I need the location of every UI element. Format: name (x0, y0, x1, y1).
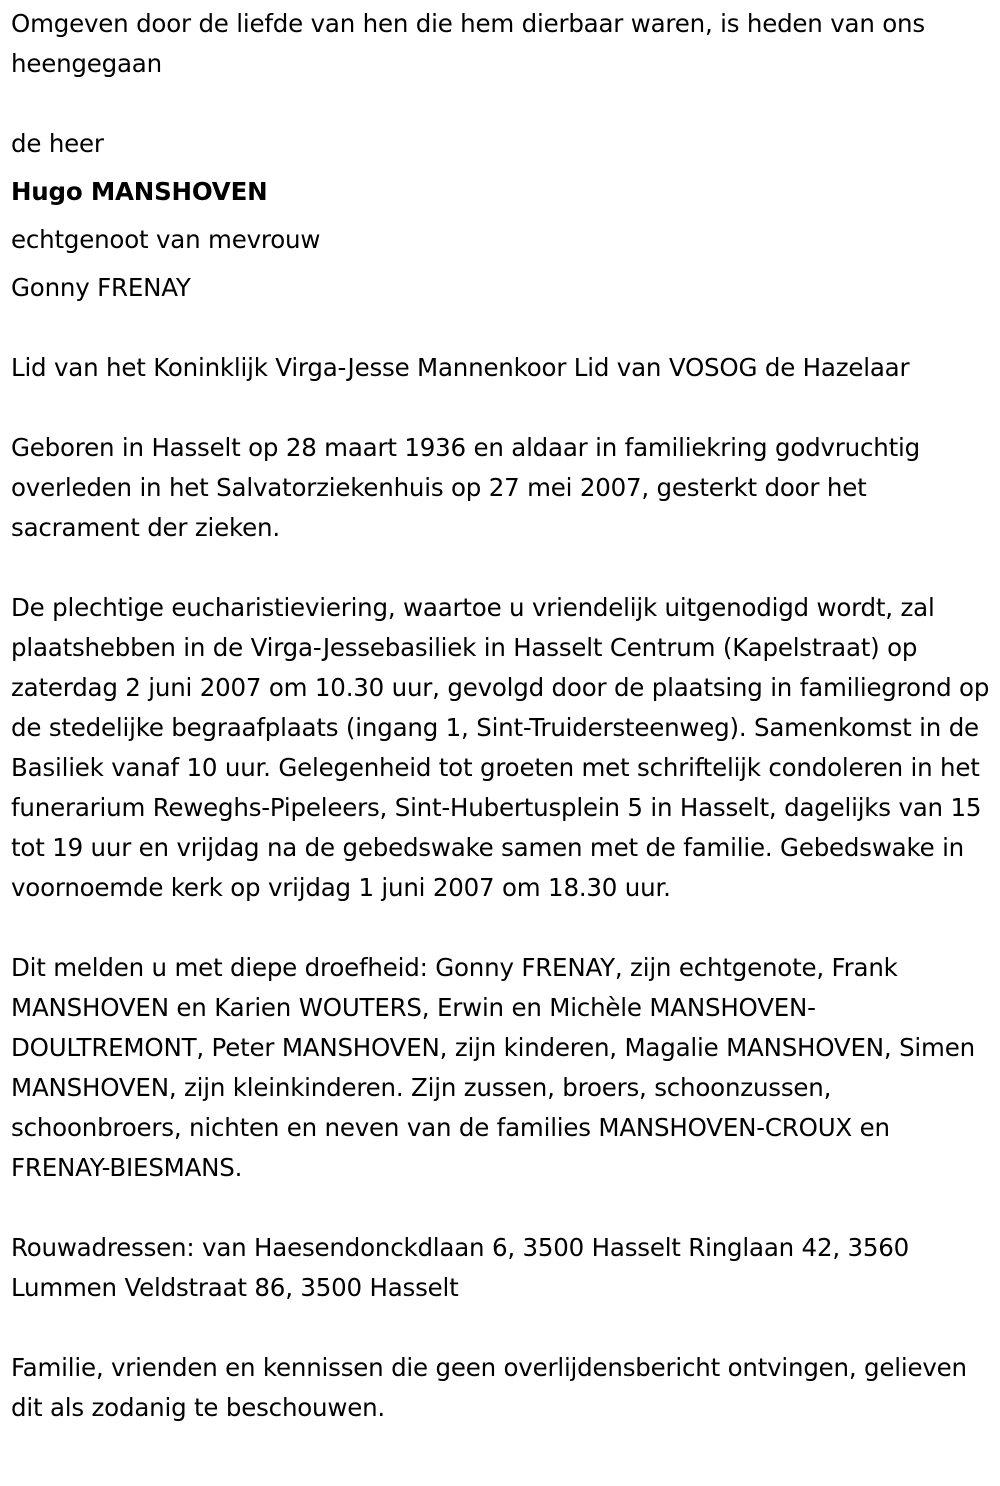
addresses-text: Rouwadressen: van Haesendonckdlaan 6, 3500 Hasselt Ringlaan 42, 3560 Lummen Veldstraat 86, 3500 Hasselt (11, 1233, 910, 1302)
ceremony-text: De plechtige eucharistieviering, waartoe u vriendelijk uitgenodigd wordt, zal plaatshebben in de Virga-Jessebasiliek in Hasselt Centrum (Kapelstraat) op zaterdag 2 juni 2007 om 10.30 uur, gevolgd door de plaatsing in familiegrond op de stedelijke begraafplaats (ingang 1, Sint-Truidersteenweg). Samenkomst in de Basiliek vanaf 10 uur. Gelegenheid tot groeten met schriftelijk condoleren in het funerarium Reweghs-Pipeleers, Sint-Hubertusplein 5 in Hasselt, dagelijks van 15 tot 19 uur en vrijdag na de gebedswake samen met de familie. Gebedswake in voornoemde kerk op vrijdag 1 juni 2007 om 18.30 uur. (11, 593, 990, 902)
spacer (11, 1308, 990, 1348)
title-prefix: de heer (11, 129, 104, 158)
spacer (11, 548, 990, 588)
spacer (11, 1188, 990, 1228)
birth-death-text: Geboren in Hasselt op 28 maart 1936 en aldaar in familiekring godvruchtig overleden in het Salvatorziekenhuis op 27 mei 2007, gesterkt door het sacrament der zieken. (11, 433, 920, 542)
intro-text: Omgeven door de liefde van hen die hem dierbaar waren, is heden van ons heengegaan (11, 9, 925, 78)
spacer (11, 84, 990, 124)
deceased-name: Hugo MANSHOVEN (11, 177, 268, 206)
spouse-label: echtgenoot van mevrouw (11, 225, 321, 254)
closing-text: Familie, vrienden en kennissen die geen overlijdensbericht ontvingen, gelieven dit als zodanig te beschouwen. (11, 1353, 967, 1422)
spacer (11, 908, 990, 948)
memberships-text: Lid van het Koninklijk Virga-Jesse Mannenkoor Lid van VOSOG de Hazelaar (11, 353, 910, 382)
family-text: Dit melden u met diepe droefheid: Gonny FRENAY, zijn echtgenote, Frank MANSHOVEN en Karien WOUTERS, Erwin en Michèle MANSHOVEN-DOULTREMONT, Peter MANSHOVEN, zijn kinderen, Magalie MANSHOVEN, Simen MANSHOVEN, zijn kleinkinderen. Zijn zussen, broers, schoonzussen, schoonbroers, nichten en neven van de families MANSHOVEN-CROUX en FRENAY-BIESMANS. (11, 953, 975, 1182)
spacer (11, 308, 990, 348)
spouse-name: Gonny FRENAY (11, 273, 191, 302)
spacer (11, 388, 990, 428)
